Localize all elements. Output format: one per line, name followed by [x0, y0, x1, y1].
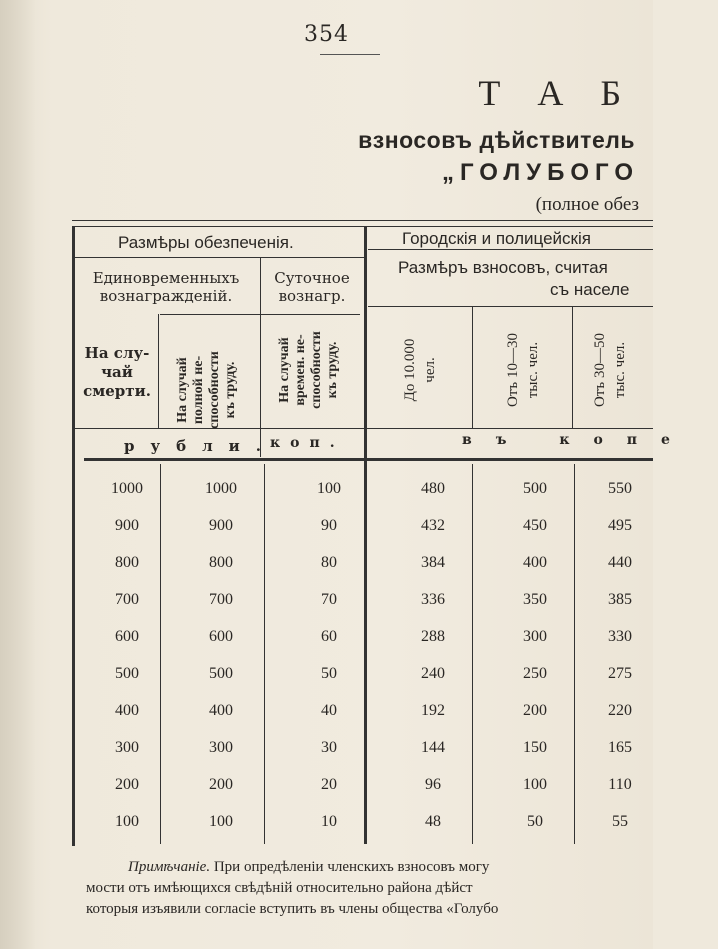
table-cell: 600 [209, 628, 233, 645]
col-pop2-line1: Отъ 10—30 [505, 333, 521, 407]
header-rule-1b [368, 249, 653, 250]
note-line-2: мости отъ имѣющихся свѣдѣній относительно района дѣйст [86, 880, 473, 896]
table-cell: 48 [425, 813, 441, 830]
table-cell: 100 [317, 480, 341, 497]
table-cell: 20 [321, 776, 337, 793]
sub-fees-line2: съ населе [550, 280, 630, 299]
unit-rubles: рубли. [124, 437, 278, 455]
table-cell: 800 [209, 554, 233, 571]
table-cell: 600 [115, 628, 139, 645]
header-left-title: Размѣры обезпеченія. [118, 233, 294, 252]
table-cell: 100 [209, 813, 233, 830]
col-div-5b [574, 464, 575, 844]
table-cell: 500 [209, 665, 233, 682]
col-pop1-header [400, 315, 440, 425]
col-div-1 [158, 314, 159, 428]
table-cell: 330 [608, 628, 632, 645]
table-cell: 385 [608, 591, 632, 608]
table-cell: 55 [612, 813, 628, 830]
table-cell: 100 [523, 776, 547, 793]
note-line-1 [128, 857, 718, 877]
col-full-line1: На случай [175, 357, 190, 423]
table-cell: 80 [321, 554, 337, 571]
table-cell: 192 [421, 702, 445, 719]
table-cell: 300 [209, 739, 233, 756]
unit-in-kopecks: въ копе [462, 432, 694, 448]
table-cell: 60 [321, 628, 337, 645]
table-cell: 500 [523, 480, 547, 497]
sub-daily-line2: вознагр. [278, 287, 346, 305]
page-edge-shadow [0, 0, 36, 949]
table-cell: 200 [523, 702, 547, 719]
header-right-title: Городскія и полицейскія [402, 229, 591, 248]
sub-onetime-line1: Единовременныхъ [92, 269, 240, 287]
col-pop3-header [590, 315, 630, 425]
note-line-3: которыя изъявили согласіе вступить въ члены общества «Голубо [86, 901, 499, 917]
table-cell: 288 [421, 628, 445, 645]
page-number: 354 [304, 22, 349, 47]
col-div-3 [364, 226, 367, 844]
table-cell: 30 [321, 739, 337, 756]
col-div-2b [264, 464, 265, 844]
col-pop3-line1: Отъ 30—50 [592, 333, 608, 407]
table-cell: 200 [209, 776, 233, 793]
table-cell: 10 [321, 813, 337, 830]
table-cell: 150 [523, 739, 547, 756]
table-cell: 700 [209, 591, 233, 608]
table-cell: 275 [608, 665, 632, 682]
table-cell: 700 [115, 591, 139, 608]
header-rule-4 [84, 458, 653, 461]
table-cell: 450 [523, 517, 547, 534]
table-cell: 384 [421, 554, 445, 571]
table-cell: 110 [608, 776, 632, 793]
table-cell: 300 [523, 628, 547, 645]
table-cell: 144 [421, 739, 445, 756]
table-cell: 200 [115, 776, 139, 793]
page-number-rule [320, 54, 380, 55]
table-cell: 350 [523, 591, 547, 608]
table-cell: 70 [321, 591, 337, 608]
col-full-line3: способности [207, 351, 222, 429]
col-div-4b [472, 464, 473, 844]
col-pop3-line2: тыс. чел. [612, 341, 628, 399]
col-temp-line3: способности [309, 331, 324, 409]
col-pop1-line1: До 10.000 [402, 338, 418, 402]
col-full-line4: къ труду. [223, 361, 238, 419]
table-cell: 500 [115, 665, 139, 682]
col-temp-line1: На случай [277, 337, 292, 403]
table-cell: 1000 [111, 480, 143, 497]
table-cell: 250 [523, 665, 547, 682]
note-label: Примѣчаніе. [128, 859, 211, 875]
header-rule-1 [72, 257, 364, 258]
table-cell: 900 [115, 517, 139, 534]
table-cell: 50 [321, 665, 337, 682]
table-cell: 432 [421, 517, 445, 534]
table-cell: 165 [608, 739, 632, 756]
table-cell: 1000 [205, 480, 237, 497]
col-death-line3: смерти. [83, 382, 151, 400]
table-cell: 400 [115, 702, 139, 719]
table-cell: 50 [527, 813, 543, 830]
table-top-rule [72, 220, 653, 221]
table-cell: 400 [523, 554, 547, 571]
col-div-2 [260, 257, 261, 457]
table-cell: 440 [608, 554, 632, 571]
title-line-3: „ГОЛУБОГО [441, 159, 639, 186]
sub-onetime-line2: вознагражденій. [99, 287, 233, 305]
table-cell: 480 [421, 480, 445, 497]
title-line-4: (полное обез [535, 194, 639, 215]
header-rule-2b [368, 306, 653, 307]
note-text-1: При опредѣленіи членскихъ взносовъ могу [210, 859, 490, 875]
table-top-rule-2 [72, 226, 653, 227]
col-pop1-line2: чел. [422, 357, 438, 383]
table-cell: 90 [321, 517, 337, 534]
table-cell: 240 [421, 665, 445, 682]
unit-kopecks: коп. [270, 435, 345, 451]
col-death-line2: чай [101, 363, 133, 381]
table-cell: 550 [608, 480, 632, 497]
sub-fees-line1: Размѣръ взносовъ, считая [398, 258, 608, 277]
table-cell: 96 [425, 776, 441, 793]
table-cell: 800 [115, 554, 139, 571]
col-full-line2: полной не- [191, 355, 206, 425]
col-pop2-line2: тыс. чел. [525, 341, 541, 399]
col-div-4 [472, 306, 473, 428]
col-temp-line4: къ труду. [325, 341, 340, 399]
table-cell: 100 [115, 813, 139, 830]
table-cell: 495 [608, 517, 632, 534]
table-left-border [72, 226, 75, 846]
header-rule-3 [72, 428, 653, 429]
table-cell: 40 [321, 702, 337, 719]
col-div-5 [572, 306, 573, 428]
col-temp-disability-header [277, 310, 347, 430]
col-temp-line2: времен. не- [293, 334, 308, 406]
table-cell: 400 [209, 702, 233, 719]
table-cell: 900 [209, 517, 233, 534]
title-line-2: взносовъ дѣйствитель [358, 127, 635, 153]
title-line-1: Т А Б [478, 73, 635, 113]
table-cell: 336 [421, 591, 445, 608]
table-cell: 220 [608, 702, 632, 719]
col-death-line1: На слу- [84, 344, 150, 362]
table-cell: 300 [115, 739, 139, 756]
col-full-disability-header [175, 330, 245, 450]
sub-daily-line1: Суточное [274, 269, 350, 287]
col-pop2-header [503, 315, 543, 425]
